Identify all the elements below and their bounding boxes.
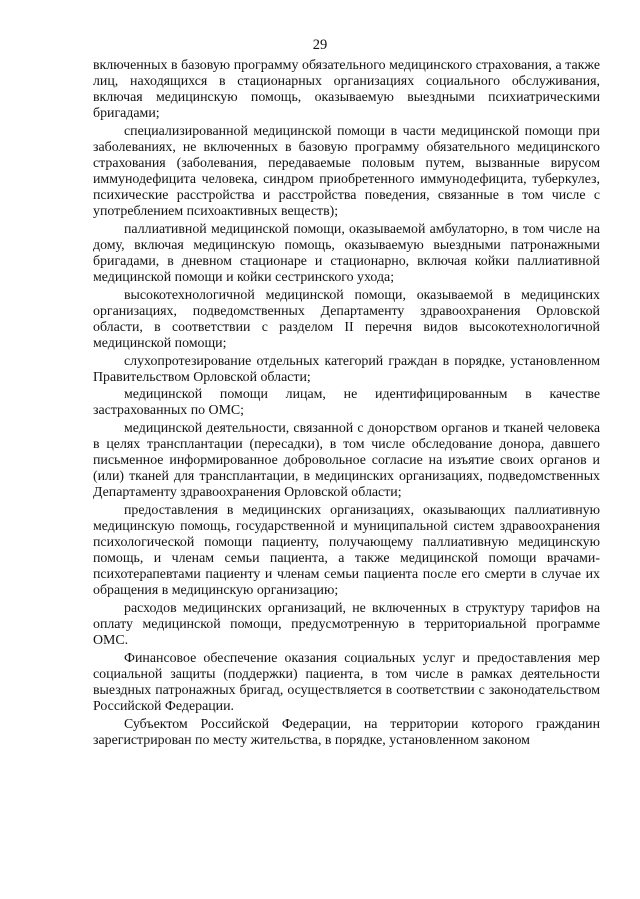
document-body bbox=[93, 58, 600, 751]
paragraph: высокотехнологичной медицинской помощи, оказываемой в медицинских организациях, подведомственных Департаменту здравоохранения Орловской области, в соответствии с разделом II перечня видов высокотехнологичной медицинской помощи; bbox=[93, 287, 600, 351]
paragraph: предоставления в медицинских организациях, оказывающих паллиативную медицинскую помощь, государственной и муниципальной систем здравоохранения психологической помощи пациенту, получающему паллиативную медицинскую помощь, и членам семьи пациента, а также медицинской помощи врачами-психотерапевтами пациенту и членам семьи пациента после его смерти в случае их обращения в медицинскую организацию; bbox=[93, 503, 600, 599]
page-number: 29 bbox=[312, 37, 328, 53]
paragraph: паллиативной медицинской помощи, оказываемой амбулаторно, в том числе на дому, включая медицинскую помощь, оказываемую выездными патронажными бригадами, в дневном стационаре и стационарно, включая койки паллиативной медицинской помощи и койки сестринского ухода; bbox=[93, 221, 600, 285]
paragraph: медицинской помощи лицам, не идентифицированным в качестве застрахованных по ОМС; bbox=[93, 387, 600, 419]
paragraph: Финансовое обеспечение оказания социальных услуг и предоставления мер социальной защиты (поддержки) пациента, в том числе в рамках деятельности выездных патронажных бригад, осуществляется в соответствии с законодательством Российской Федерации. bbox=[93, 651, 600, 715]
paragraph: слухопротезирование отдельных категорий граждан в порядке, установленном Правительством Орловской области; bbox=[93, 353, 600, 385]
paragraph: расходов медицинских организаций, не включенных в структуру тарифов на оплату медицинской помощи, предусмотренную в территориальной программе ОМС. bbox=[93, 601, 600, 649]
paragraph: Субъектом Российской Федерации, на территории которого гражданин зарегистрирован по месту жительства, в порядке, установленном законом bbox=[93, 716, 600, 748]
paragraph: включенных в базовую программу обязательного медицинского страхования, а также лиц, находящихся в стационарных организациях социального обслуживания, включая медицинскую помощь, оказываемую выездными психиатрическими бригадами; bbox=[93, 58, 600, 121]
paragraph: специализированной медицинской помощи в части медицинской помощи при заболеваниях, не включенных в базовую программу обязательного медицинского страхования (заболевания, передаваемые половым путем, вызванные вирусом иммунодефицита человека, синдром приобретенного иммунодефицита, туберкулез, психические расстройства и расстройства поведения, связанные в том числе с употреблением психоактивных веществ); bbox=[93, 123, 600, 219]
paragraph: медицинской деятельности, связанной с донорством органов и тканей человека в целях трансплантации (пересадки), в том числе обследование донора, давшего письменное информированное добровольное согласие на изъятие своих органов и (или) тканей для трансплантации, в медицинских организациях, подведомственных Департаменту здравоохранения Орловской области; bbox=[93, 421, 600, 501]
